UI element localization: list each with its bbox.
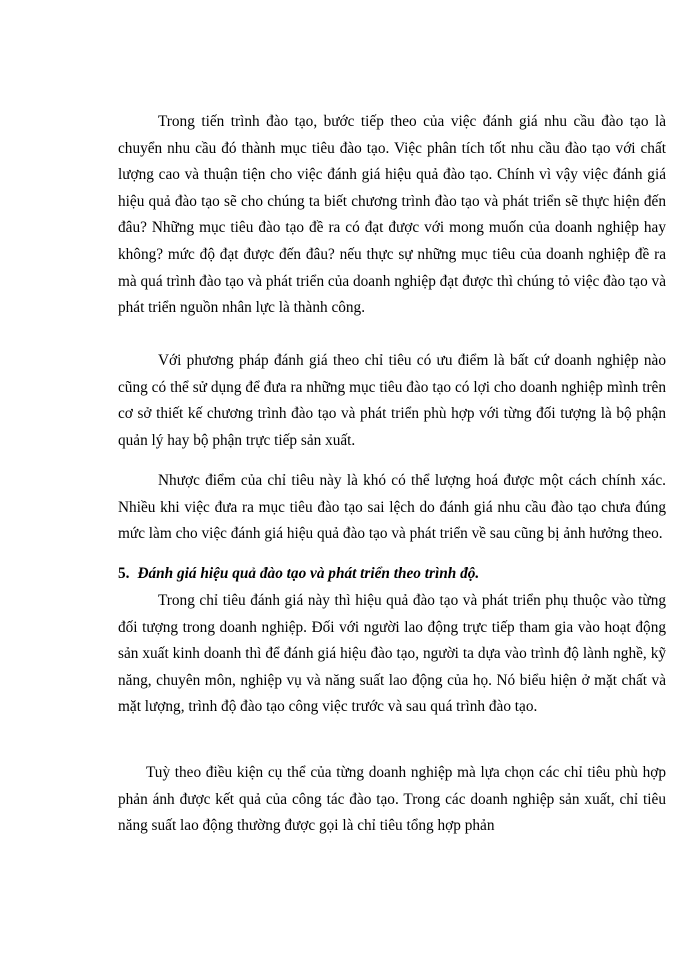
section-heading-number: 5.	[118, 565, 130, 582]
paragraph-advantages: Với phương pháp đánh giá theo chỉ tiêu có ưu điểm là bất cứ doanh nghiệp nào cũng có thể sử dụng để đưa ra những mục tiêu đào tạo có lợi cho doanh nghiệp mình trên cơ sở thiết kế chương trình đào tạo và phát triển phù hợp với từng đối tượng là bộ phận quản lý hay bộ phận trực tiếp sản xuất.	[118, 352, 666, 449]
section-heading	[118, 561, 666, 588]
paragraph-training-objectives: Trong tiến trình đào tạo, bước tiếp theo của việc đánh giá nhu cầu đào tạo là chuyển nhu cầu đó thành mục tiêu đào tạo. Việc phân tích tốt nhu cầu đào tạo với chất lượng cao và thuận tiện cho việc đánh giá hiệu quả đào tạo. Chính vì vậy việc đánh giá hiệu quả đào tạo sẽ cho chúng ta biết chương trình đào tạo và phát triển sẽ thực hiện đến đâu? Những mục tiêu đào tạo đề ra có đạt được với mong muốn của doanh nghiệp hay không? mức độ đạt được đến đâu? nếu thực sự những mục tiêu của doanh nghiệp đề ra mà quá trình đào tạo và phát triển của doanh nghiệp đạt được thì chúng tỏ việc đào tạo và phát triển nguồn nhân lực là thành công.	[118, 113, 666, 317]
paragraph-skill-level: Trong chỉ tiêu đánh giá này thì hiệu quả đào tạo và phát triển phụ thuộc vào từng đối tượng trong doanh nghiệp. Đối với người lao động trực tiếp tham gia vào hoạt động sản xuất kinh doanh thì để đánh giá hiệu đào tạo, người ta dựa vào trình độ lành nghề, kỹ năng, chuyên môn, nghiệp vụ và năng suất lao động của họ. Nó biểu hiện ở mặt chất và mặt lượng, trình độ đào tạo công việc trước và sau quá trình đào tạo.	[118, 592, 666, 716]
paragraph-disadvantages: Nhược điểm của chỉ tiêu này là khó có thể lượng hoá được một cách chính xác. Nhiều khi việc đưa ra mục tiêu đào tạo sai lệch do đánh giá nhu cầu đào tạo chưa đúng mức làm cho việc đánh giá hiệu quả đào tạo và phát triển về sau cũng bị ảnh hưởng theo.	[118, 472, 666, 543]
section-heading-text: Đánh giá hiệu quả đào tạo và phát triển theo trình độ.	[137, 565, 480, 582]
paragraph-criteria-selection: Tuỳ theo điều kiện cụ thể của từng doanh nghiệp mà lựa chọn các chỉ tiêu phù hợp phản ánh được kết quả của công tác đào tạo. Trong các doanh nghiệp sản xuất, chỉ tiêu năng suất lao động thường được gọi là chỉ tiêu tổng hợp phản	[118, 764, 666, 835]
